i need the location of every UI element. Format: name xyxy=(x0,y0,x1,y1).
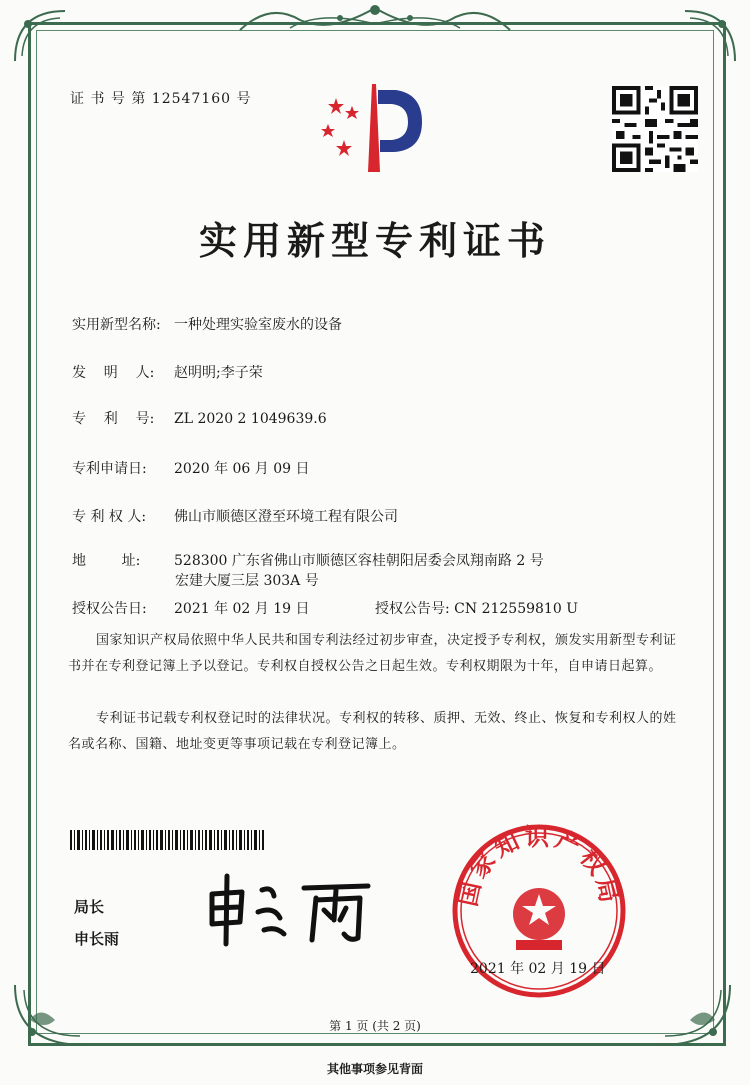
field-value: 2021 年 02 月 19 日 xyxy=(174,601,310,617)
statement-paragraph-1: 国家知识产权局依照中华人民共和国专利法经过初步审查，决定授予专利权，颁发实用新型专利证书并在专利登记簿上予以登记。专利权自授权公告之日起生效。专利权期限为十年，自申请日起算。 xyxy=(68,633,677,674)
barcode-icon xyxy=(70,830,264,850)
seal-text: 国家知识产权局 xyxy=(453,822,625,909)
field-label: 实用新型名称: xyxy=(72,317,161,333)
field-label: 专 利 号: xyxy=(72,411,155,427)
certificate-number: 证 书 号 第 12547160 号 xyxy=(70,91,252,107)
cnipa-logo-icon xyxy=(314,80,434,190)
field-value: CN 212559810 U xyxy=(454,601,578,617)
handwritten-signature xyxy=(200,868,380,948)
field-patentee xyxy=(72,506,398,526)
corner-ornament-icon xyxy=(10,6,70,66)
field-inventor xyxy=(72,362,263,382)
field-label: 授权公告号: xyxy=(375,601,450,617)
corner-ornament-icon xyxy=(10,980,90,1050)
corner-ornament-icon xyxy=(655,980,735,1050)
field-grant-number xyxy=(375,598,578,618)
field-patent-number xyxy=(72,408,327,428)
qr-code-icon xyxy=(612,86,698,172)
page-number: 第 1 页 (共 2 页) xyxy=(329,1019,421,1033)
footer-note: 其他事项参见背面 xyxy=(326,1062,423,1076)
field-name xyxy=(72,314,342,334)
field-label: 专利申请日: xyxy=(72,461,147,477)
field-label: 地 址: xyxy=(72,553,141,569)
statement-paragraph-2: 专利证书记载专利权登记时的法律状况。专利权的转移、质押、无效、终止、恢复和专利权人的姓名或名称、国籍、地址变更等事项记载在专利登记簿上。 xyxy=(68,711,677,752)
field-value: 一种处理实验室废水的设备 xyxy=(174,317,342,333)
director-name: 申长雨 xyxy=(74,930,120,948)
field-value: 2020 年 06 月 09 日 xyxy=(174,461,310,477)
top-ornament-icon xyxy=(230,0,520,34)
field-label: 授权公告日: xyxy=(72,601,147,617)
field-value: 528300 广东省佛山市顺德区容桂朝阳居委会凤翔南路 2 号 xyxy=(174,553,544,569)
seal-date: 2021 年 02 月 19 日 xyxy=(470,961,606,977)
director-title: 局长 xyxy=(74,898,105,916)
address-line-2: 宏建大厦三层 303A 号 xyxy=(175,573,319,589)
certificate-title: 实用新型专利证书 xyxy=(198,219,551,263)
field-value: 赵明明;李子荣 xyxy=(174,365,263,381)
field-label: 发 明 人: xyxy=(72,365,155,381)
corner-ornament-icon xyxy=(680,6,740,66)
field-label: 专 利 权 人: xyxy=(72,509,147,525)
field-address xyxy=(72,550,544,570)
field-grant-date xyxy=(72,598,310,618)
field-value: 佛山市顺德区澄至环境工程有限公司 xyxy=(174,509,398,525)
field-value: ZL 2020 2 1049639.6 xyxy=(174,411,327,427)
field-filing-date xyxy=(72,458,310,478)
